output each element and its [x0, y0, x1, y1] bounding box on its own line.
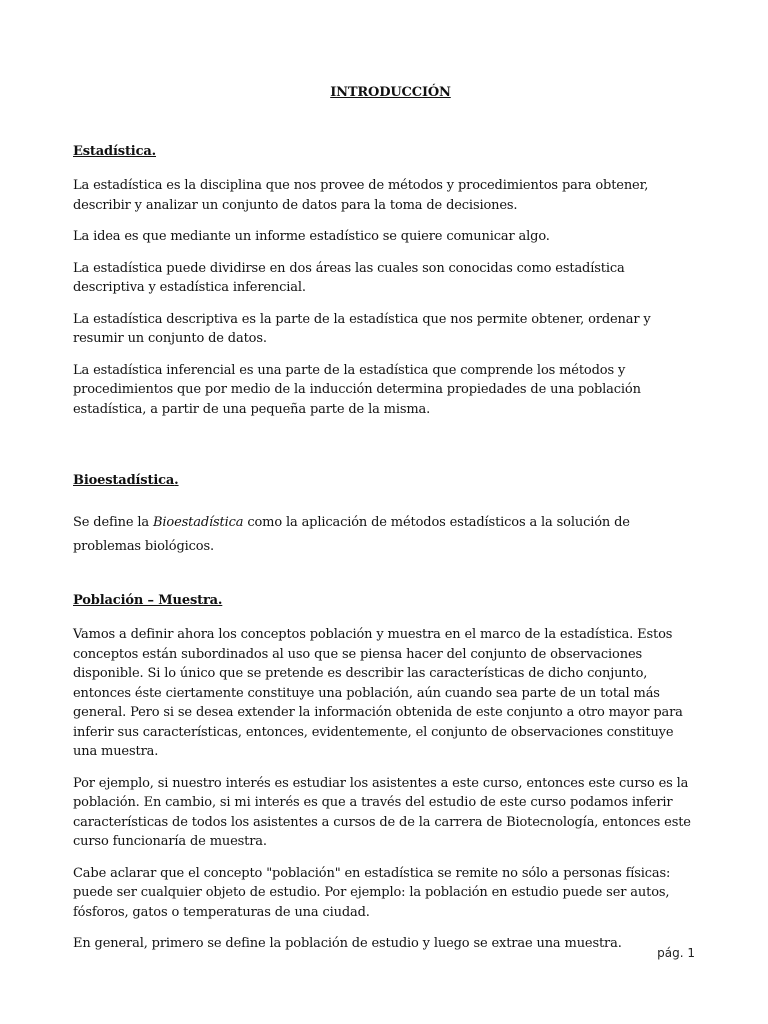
paragraph: Cabe aclarar que el concepto "población" en estadística se remite no sólo a personas físicas: puede ser cualquier objeto de estudio. Por ejemplo: la población en estudio puede ser autos, fósforos, gatos o temperaturas de una ciudad. — [73, 865, 671, 920]
paragraph: La estadística es la disciplina que nos provee de métodos y procedimientos para obtener, describir y analizar un conjunto de datos para la toma de decisiones. — [73, 178, 649, 213]
paragraph: Vamos a definir ahora los conceptos población y muestra en el marco de la estadística. Estos conceptos están subordinados al uso que se piensa hacer del conjunto de observaciones disponible. Si lo único que se pretende es describir las características de dicho conjunto, entonces éste ciertamente constituye una población, aún cuando sea parte de un total más general. Pero si se desea extender la información obtenida de este conjunto a otro mayor para inferir sus características, entonces, evidentemente, el conjunto de observaciones constituye una muestra. — [73, 627, 683, 759]
emphasis-text: Bioestadística — [153, 514, 244, 530]
section-heading-bioestadistica — [73, 471, 698, 491]
heading-period: . — [174, 473, 179, 488]
section-heading-poblacion-muestra: Población – Muestra. — [73, 592, 223, 608]
paragraph: La estadística puede dividirse en dos áreas las cuales son conocidas como estadística descriptiva y estadística inferencial. — [73, 260, 625, 295]
paragraph: La idea es que mediante un informe estadístico se quiere comunicar algo. — [73, 229, 550, 244]
paragraph: La estadística descriptiva es la parte de la estadística que nos permite obtener, ordenar y resumir un conjunto de datos. — [73, 311, 651, 346]
paragraph: En general, primero se define la población de estudio y luego se extrae una muestra. — [73, 936, 622, 951]
document-title: INTRODUCCIÓN — [330, 85, 451, 100]
paragraph-text: como la aplicación de métodos estadísticos a la solución de problemas biológicos. — [73, 514, 630, 554]
document-body — [73, 83, 698, 966]
paragraph-text: Se define la — [73, 514, 154, 530]
heading-text: Bioestadística — [73, 473, 175, 488]
paragraph: La estadística inferencial es una parte de la estadística que comprende los métodos y procedimientos que por medio de la inducción determina propiedades de una población estadística, a partir de una pequeña parte de la misma. — [73, 362, 641, 417]
paragraph — [73, 511, 698, 559]
page-number: pág. 1 — [657, 946, 695, 960]
section-heading-estadistica: Estadística. — [73, 143, 157, 159]
paragraph: Por ejemplo, si nuestro interés es estudiar los asistentes a este curso, entonces este curso es la población. En cambio, si mi interés es que a través del estudio de este curso podamos inferir características de todos los asistentes a cursos de de la carrera de Biotecnología, entonces este curso funcionaría de muestra. — [73, 775, 691, 849]
